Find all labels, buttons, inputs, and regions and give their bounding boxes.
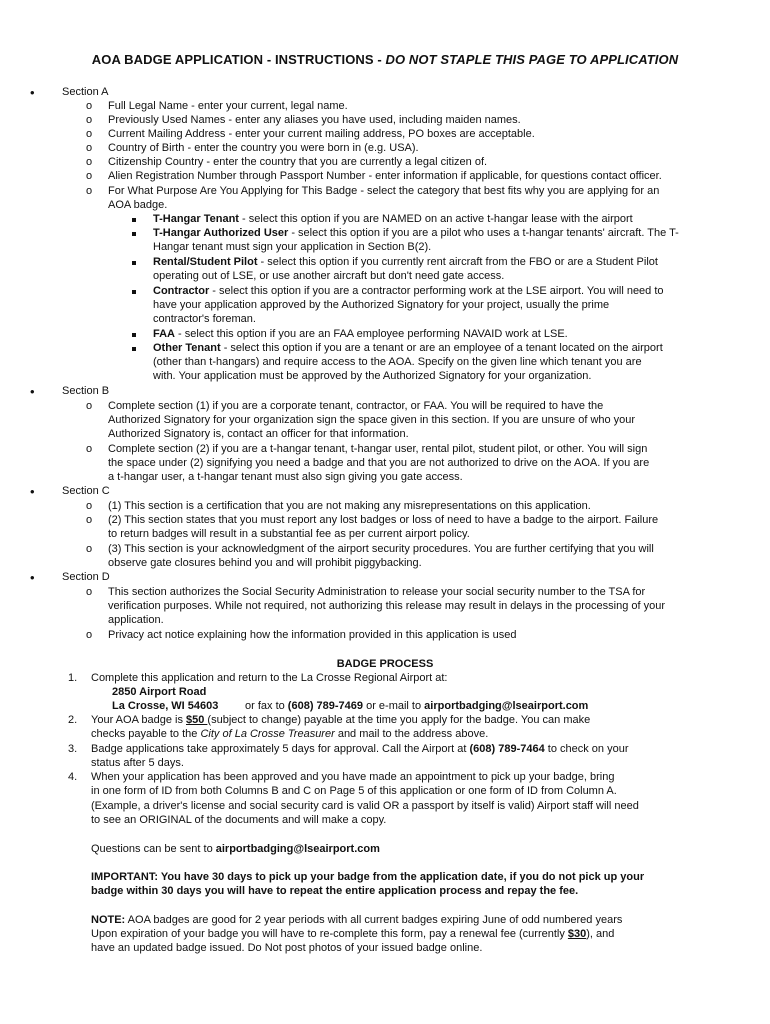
note-text: Upon expiration of your badge you will have to re-complete this form, pay a renewal fee (currently: [91, 928, 568, 940]
category-contractor: [153, 285, 664, 298]
circle-bullet-icon: o: [86, 142, 93, 154]
circle-bullet-icon: o: [86, 185, 93, 197]
category-t-hangar-tenant: [153, 213, 633, 226]
badge-step-1: Complete this application and return to the La Crosse Regional Airport at:: [91, 672, 448, 684]
contact-line: [245, 700, 588, 713]
note-line: have an updated badge issued. Do Not post photos of your issued badge online.: [91, 942, 483, 954]
section-a-item: Full Legal Name - enter your current, legal name.: [108, 100, 348, 112]
step-text: and mail to the address above.: [334, 728, 489, 740]
section-a-label: Section A: [62, 86, 109, 98]
section-d-item: Privacy act notice explaining how the information provided in this application is used: [108, 629, 517, 641]
category-desc: have your application approved by the Authorized Signatory for your project, usually the prime: [153, 299, 610, 311]
section-d-item: application.: [108, 614, 164, 626]
badge-step-4: to see an ORIGINAL of the documents and will make a copy.: [91, 814, 387, 826]
circle-bullet-icon: o: [86, 443, 93, 455]
section-a-item: Alien Registration Number through Passport Number - enter information if applicable, for questions contact officer.: [108, 170, 662, 182]
bullet-icon: •: [30, 85, 35, 100]
circle-bullet-icon: o: [86, 400, 93, 412]
step-text: checks payable to the: [91, 728, 201, 740]
circle-bullet-icon: o: [86, 500, 93, 512]
important-notice: badge within 30 days you will have to repeat the entire application process and repay the fee.: [91, 885, 579, 897]
step-text: (subject to change) payable at the time you apply for the badge. You can make: [207, 714, 591, 726]
circle-bullet-icon: o: [86, 114, 93, 126]
section-c-item: (2) This section states that you must report any lost badges or loss of need to have a badge to the airport. Failure: [108, 514, 659, 526]
section-a-purpose: For What Purpose Are You Applying for This Badge - select the category that best fits why you are applying for an: [108, 185, 660, 197]
category-faa: [153, 328, 568, 341]
questions-line: [91, 843, 380, 856]
note-line: [91, 928, 614, 941]
section-d-label: Section D: [62, 571, 110, 583]
category-name: Contractor: [153, 285, 210, 297]
step-number: 4.: [68, 771, 78, 783]
badge-fee: $50: [186, 714, 208, 726]
important-notice: IMPORTANT: You have 30 days to pick up your badge from the application date, if you do not pick up your: [91, 871, 645, 883]
section-c-item: to return badges will result in a substantial fee as per current airport policy.: [108, 528, 470, 540]
category-desc: - select this option if you are NAMED on an active t-hangar lease with the airport: [238, 213, 633, 225]
badge-step-2: [91, 714, 590, 727]
category-desc: - select this option if you are a contractor performing work at the LSE airport. You will need to: [209, 285, 664, 297]
category-desc: - select this option if you are an FAA employee performing NAVAID work at LSE.: [175, 328, 568, 340]
square-bullet-icon: [132, 213, 136, 226]
badge-step-4: in one form of ID from both Columns B and C on Page 5 of this application or one form of ID from Column A.: [91, 785, 617, 797]
bullet-icon: •: [30, 484, 35, 499]
category-desc: - select this option if you are a pilot who uses a t-hangar tenants' aircraft. The T-: [288, 227, 679, 239]
badge-step-4: (Example, a driver's license and social security card is valid OR a passport by itself is valid) Airport staff will need: [91, 800, 639, 812]
category-name: T-Hangar Authorized User: [153, 227, 289, 239]
badge-step-4: When your application has been approved and you have made an appointment to pick up your badge, bring: [91, 771, 615, 783]
questions-email: airportbadging@lseairport.com: [215, 843, 380, 855]
section-a-item: Citizenship Country - enter the country that you are currently a legal citizen of.: [108, 156, 488, 168]
section-d-item: verification purposes. While not required, not authorizing this release may result in delays in the processing of your: [108, 600, 666, 612]
category-desc: Hangar tenant must sign your application in Section B(2).: [153, 241, 432, 253]
section-c-item: observe gate closures behind you and will prohibit piggybacking.: [108, 557, 422, 569]
email-prefix: or e-mail to: [363, 700, 425, 712]
section-b-item: Complete section (1) if you are a corporate tenant, contractor, or FAA. You will be required to have the: [108, 400, 604, 412]
step-number: 3.: [68, 743, 78, 755]
badge-step-2-cont: [91, 728, 488, 741]
category-name: Rental/Student Pilot: [153, 256, 258, 268]
section-a-item: Previously Used Names - enter any aliases you have used, including maiden names.: [108, 114, 521, 126]
section-a-item: Current Mailing Address - enter your current mailing address, PO boxes are acceptable.: [108, 128, 535, 140]
square-bullet-icon: [132, 256, 136, 269]
page-title: [0, 52, 770, 67]
badge-step-3: [91, 743, 629, 756]
renewal-fee: $30: [567, 928, 587, 940]
category-desc: (other than t-hangars) and require access to the AOA. Specify on the given line which tenant you are: [153, 356, 642, 368]
category-name: Other Tenant: [153, 342, 221, 354]
category-rental-pilot: [153, 256, 658, 269]
section-d-item: This section authorizes the Social Security Administration to release your social security number to the TSA for: [108, 586, 646, 598]
circle-bullet-icon: o: [86, 170, 93, 182]
questions-prefix: Questions can be sent to: [91, 843, 216, 855]
category-desc: - select this option if you are a tenant or are an employee of a tenant located on the airport: [220, 342, 663, 354]
step-text: Badge applications take approximately 5 days for approval. Call the Airport at: [91, 743, 470, 755]
circle-bullet-icon: o: [86, 128, 93, 140]
circle-bullet-icon: o: [86, 629, 93, 641]
circle-bullet-icon: o: [86, 100, 93, 112]
section-c-label: Section C: [62, 485, 110, 497]
payee: City of La Crosse Treasurer: [200, 728, 335, 740]
title-emphasis: DO NOT STAPLE THIS PAGE TO APPLICATION: [385, 52, 679, 67]
square-bullet-icon: [132, 227, 136, 240]
bullet-icon: •: [30, 570, 35, 585]
category-desc: contractor's foreman.: [153, 313, 256, 325]
category-name: T-Hangar Tenant: [153, 213, 239, 225]
section-c-item: (3) This section is your acknowledgment of the airport security procedures. You are further certifying that you will: [108, 543, 654, 555]
section-a-purpose: AOA badge.: [108, 199, 168, 211]
category-name: FAA: [153, 328, 175, 340]
circle-bullet-icon: o: [86, 543, 93, 555]
section-b-item: the space under (2) signifying you need a badge and that you are not authorized to drive on the AOA. If you are: [108, 457, 650, 469]
badge-process-heading: BADGE PROCESS: [336, 658, 434, 670]
step-text: Your AOA badge is: [91, 714, 186, 726]
title-main: AOA BADGE APPLICATION - INSTRUCTIONS -: [91, 52, 386, 67]
address-line-1: 2850 Airport Road: [112, 686, 207, 698]
fax-number: (608) 789-7469: [287, 700, 364, 712]
note-text: AOA badges are good for 2 year periods with all current badges expiring June of odd numbered years: [125, 914, 623, 926]
bullet-icon: •: [30, 384, 35, 399]
category-t-hangar-user: [153, 227, 679, 240]
section-b-item: Complete section (2) if you are a t-hangar tenant, t-hangar user, rental pilot, student pilot, or other. You will sign: [108, 443, 648, 455]
fax-prefix: or fax to: [245, 700, 288, 712]
category-desc: operating out of LSE, or use another aircraft but don't need gate access.: [153, 270, 505, 282]
step-text: to check on your: [544, 743, 629, 755]
section-b-item: Authorized Signatory is, contact an officer for that information.: [108, 428, 409, 440]
step-number: 2.: [68, 714, 78, 726]
address-line-2: La Crosse, WI 54603: [112, 700, 219, 712]
step-number: 1.: [68, 672, 78, 684]
circle-bullet-icon: o: [86, 514, 93, 526]
category-desc: - select this option if you currently rent aircraft from the FBO or are a Student Pilot: [257, 256, 658, 268]
section-b-item: a t-hangar user, a t-hangar tenant must also sign giving you gate access.: [108, 471, 463, 483]
circle-bullet-icon: o: [86, 586, 93, 598]
section-b-item: Authorized Signatory for your organization sign the space given in this section. If you are unsure of who your: [108, 414, 636, 426]
category-other-tenant: [153, 342, 663, 355]
email-address: airportbadging@lseairport.com: [424, 700, 589, 712]
square-bullet-icon: [132, 342, 136, 355]
note-text: ), and: [586, 928, 615, 940]
square-bullet-icon: [132, 285, 136, 298]
section-b-label: Section B: [62, 385, 110, 397]
badge-step-3-cont: status after 5 days.: [91, 757, 184, 769]
square-bullet-icon: [132, 328, 136, 341]
section-c-item: (1) This section is a certification that you are not making any misrepresentations on this application.: [108, 500, 591, 512]
category-desc: with. Your application must be approved by the Authorized Signatory for your organization.: [153, 370, 592, 382]
note-line: [91, 914, 622, 927]
phone-number: (608) 789-7464: [469, 743, 545, 755]
circle-bullet-icon: o: [86, 156, 93, 168]
note-label: NOTE:: [91, 914, 126, 926]
section-a-item: Country of Birth - enter the country you were born in (e.g. USA).: [108, 142, 419, 154]
